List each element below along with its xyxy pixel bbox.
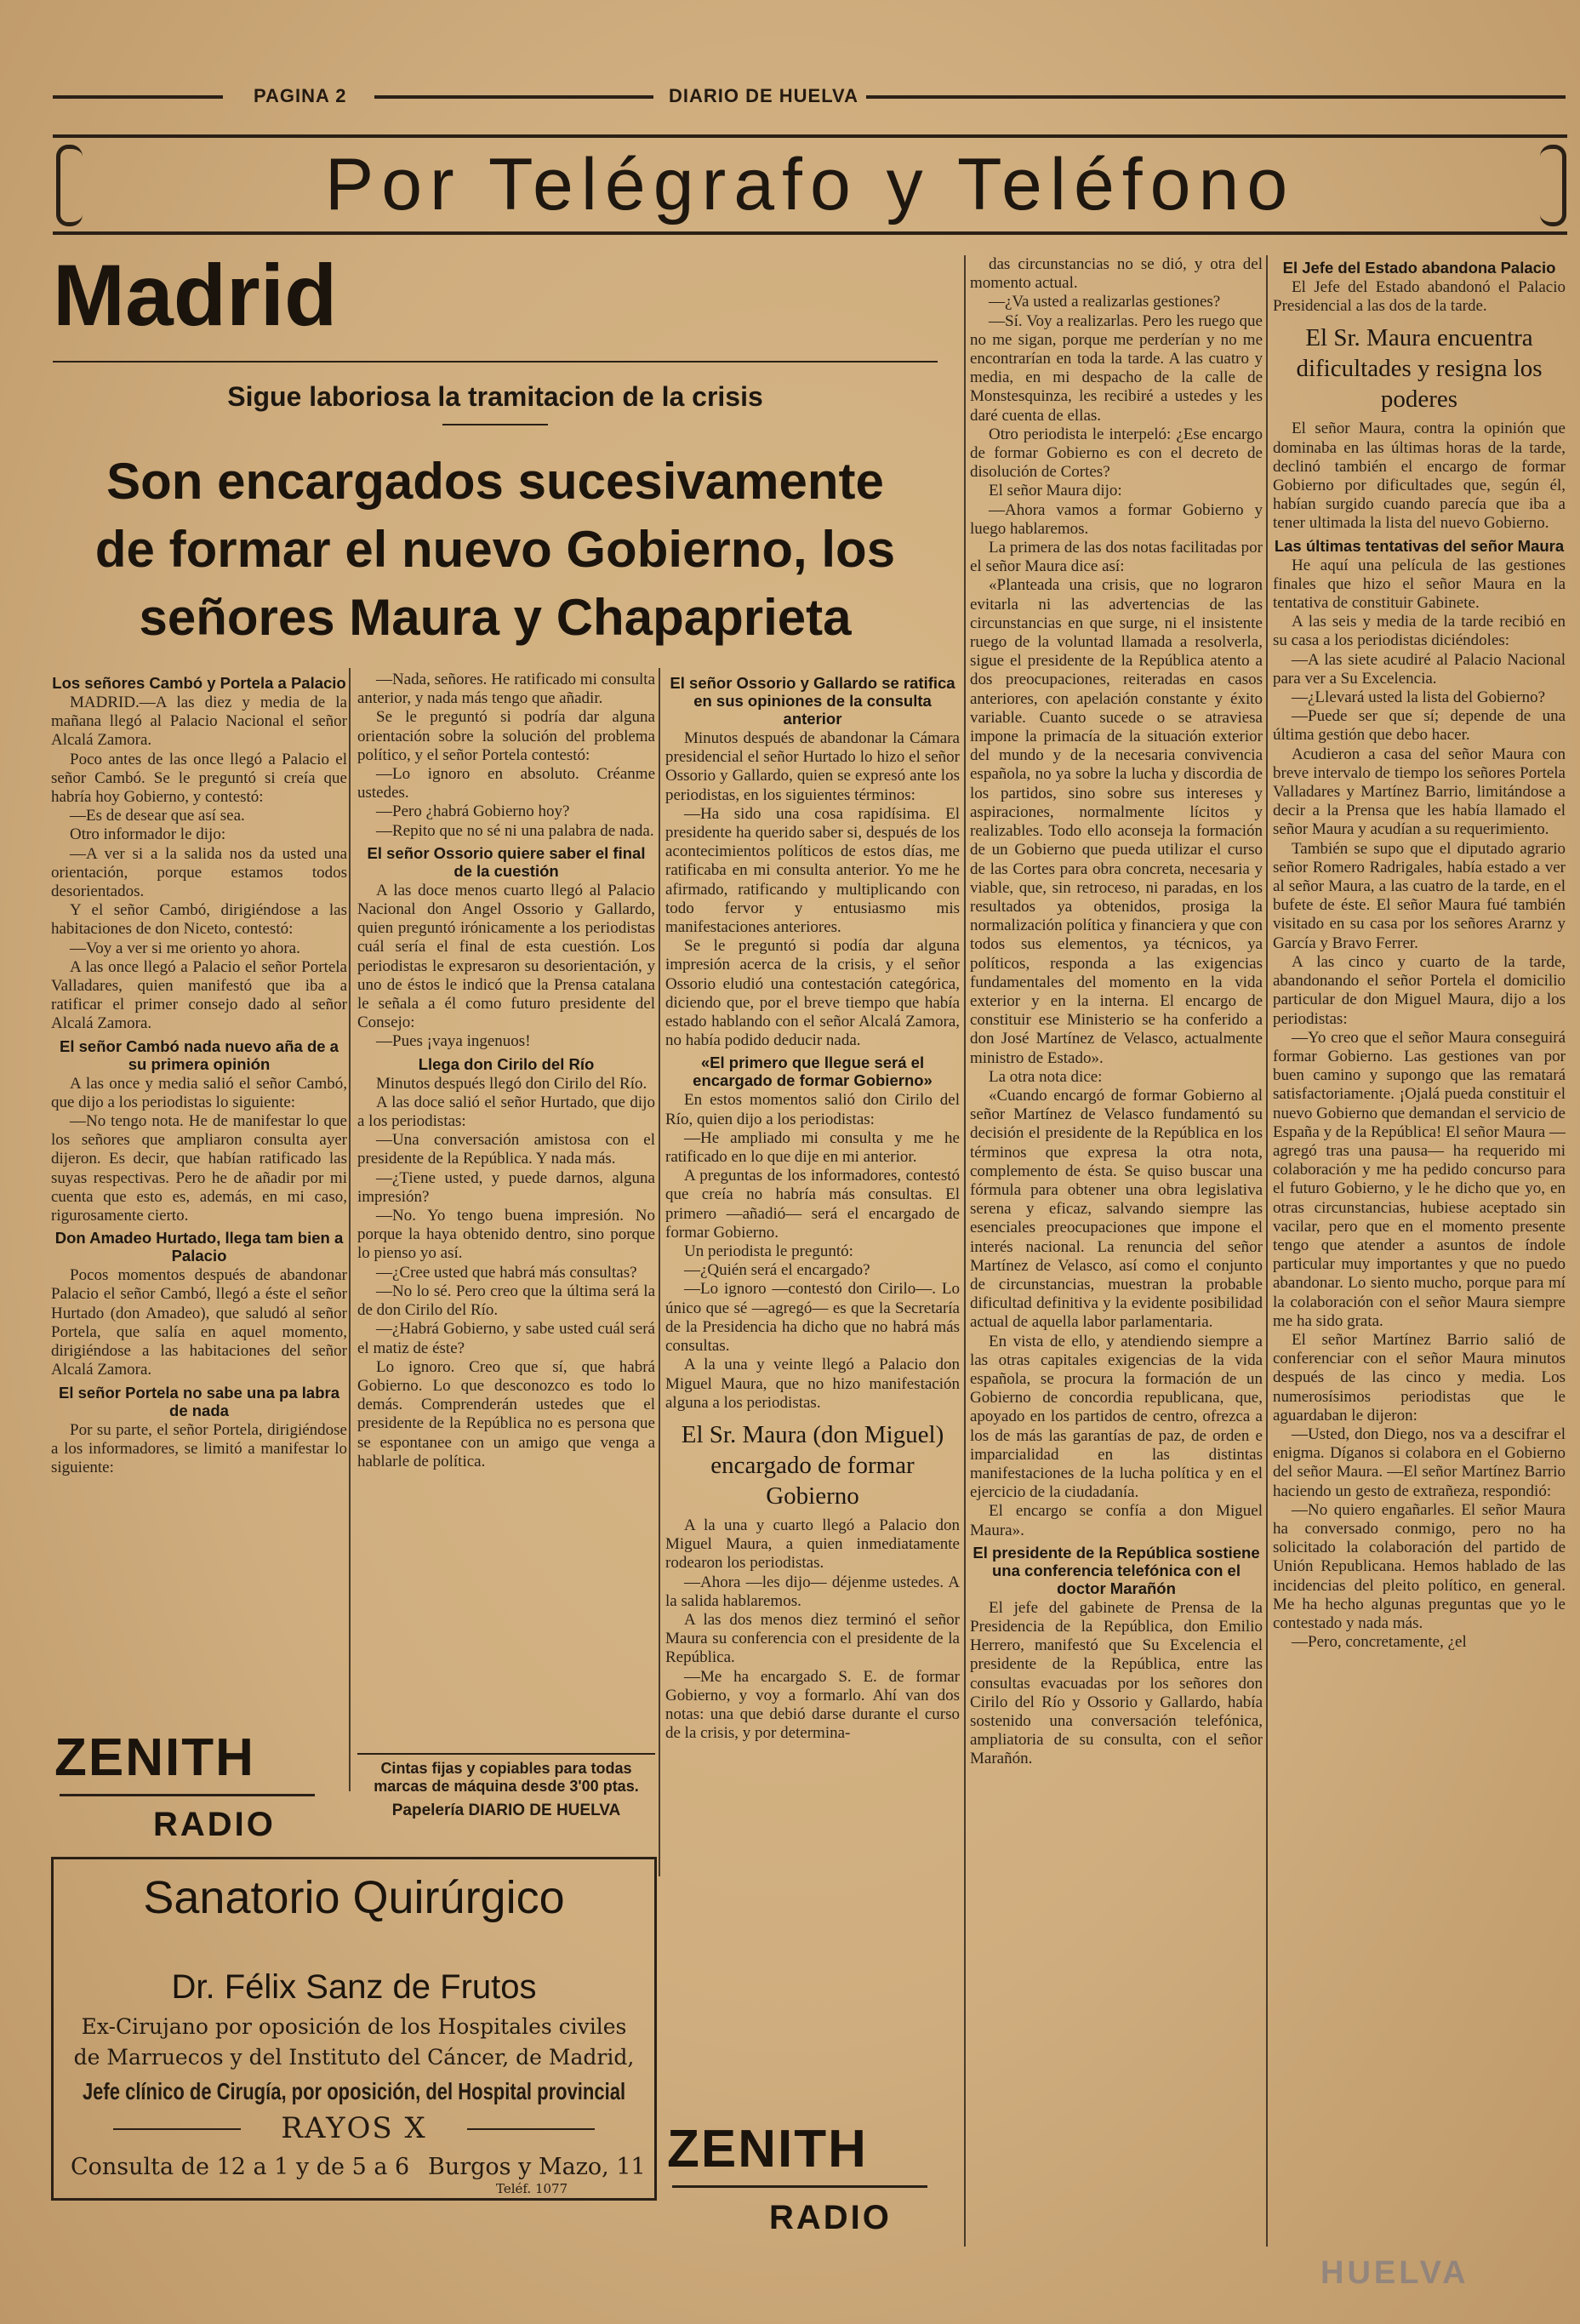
- article-paragraph: A preguntas de los informadores, contestó que creía no habría más consultas. El primero —añadió— será el encargado de formar Gobierno.: [665, 1167, 960, 1242]
- article-paragraph: El jefe del gabinete de Prensa de la Presidencia de la República, don Emilio Herrero, manifestó que Su Excelencia el presidente de la República, entre las consultas evacuadas por los señores don Cirilo del Río y Ossorio y Gallardo, había sostenido una conversación telefónica, ampliatoria de su consulta, con el señor Marañón.: [970, 1598, 1263, 1768]
- zenith-rule: [60, 1794, 315, 1796]
- article-paragraph: A las doce menos cuarto llegó al Palacio Nacional don Angel Ossorio y Gallardo, quien preguntó irónicamente a los periodistas cuál sería el final de esta cuestión. Los periodistas le expresaron su desorientación, y uno de éstos le indicó que la Prensa catalana le señala a él como futuro presidente del Consejo:: [357, 881, 655, 1032]
- article-column-4: [970, 255, 1263, 2247]
- column-divider: [1266, 255, 1268, 2247]
- article-paragraph: —No tengo nota. He de manifestar lo que los señores que ampliaron consulta ayer dijeron. Es decir, que habían ratificado las suyas respectivas. Pero he de añadir por mi cuenta que esto es, además, en mi caso, rigurosamente cierto.: [51, 1112, 347, 1225]
- subheadline: Sigue laboriosa la tramitacion de la crisis: [227, 381, 763, 412]
- section-masthead: [53, 134, 1567, 235]
- article-paragraph: A las cinco y cuarto de la tarde, abandonando el señor Portela el domicilio particular de don Miguel Maura, dijo a los periodistas:: [1273, 952, 1566, 1028]
- ad-cintas: [357, 1753, 655, 1821]
- page-number: PAGINA 2: [254, 85, 347, 106]
- article-paragraph: —Pero, concretamente, ¿el: [1292, 1633, 1467, 1652]
- article-paragraph: —¿Cree usted que habrá más consultas?: [376, 1263, 637, 1282]
- sanatorio-phone: Teléf. 1077: [496, 2181, 568, 2196]
- main-headline: [53, 448, 938, 652]
- article-subheading: Las últimas tentativas del señor Maura: [1274, 536, 1565, 555]
- masthead-title: Por Telégrafo y Teléfono: [324, 143, 1296, 226]
- article-paragraph: MADRID.—A las diez y media de la mañana llegó al Palacio Nacional el señor Alcalá Zamora.: [51, 694, 347, 750]
- article-paragraph: El señor Maura dijo:: [989, 482, 1122, 500]
- column-divider: [349, 668, 351, 1791]
- article-headline: El Sr. Maura (don Miguel) encargado de formar Gobierno: [681, 1420, 944, 1510]
- article-subheading: El señor Portela no sabe una pa labra de nada: [58, 1383, 340, 1419]
- sanatorio-hours: Consulta de 12 a 1 y de 5 a 6: [71, 2154, 410, 2180]
- article-subheading: Llega don Cirilo del Río: [418, 1054, 595, 1073]
- article-paragraph: —Es de desear que así sea.: [70, 807, 245, 825]
- article-column-2: [357, 671, 655, 1743]
- article-paragraph: —¿Tiene usted, y puede darnos, alguna impresión?: [357, 1168, 655, 1206]
- article-paragraph: El señor Maura, contra la opinión que dominaba en las últimas horas de la tarde, declinó también el encargo de formar Gobierno por dificultades que, según él, habían surgido cuando parecía que iba a tener ultimada la lista del nuevo Gobierno.: [1273, 420, 1566, 533]
- article-paragraph: A las seis y media de la tarde recibió en su casa a los periodistas diciéndoles:: [1273, 613, 1566, 650]
- headline-line-2: de formar el nuevo Gobierno, los: [94, 521, 896, 578]
- rayos-rule-right: [467, 2128, 595, 2130]
- article-paragraph: —Lo ignoro —contestó don Cirilo—. Lo único que sé —agregó— es que la Secretaría de la Presidencia ha dicho que no habrá más consultas.: [665, 1280, 960, 1356]
- article-paragraph: —Pero ¿habrá Gobierno hoy?: [376, 802, 570, 821]
- article-paragraph: Poco antes de las once llegó a Palacio el señor Cambó. Se le preguntó si creía que habría hoy Gobierno, y contestó:: [51, 750, 347, 807]
- article-paragraph: A las doce salió el señor Hurtado, que dijo a los periodistas:: [357, 1093, 655, 1131]
- article-paragraph: He aquí una película de las gestiones finales que hizo el señor Maura en la tentativa de constituir Gabinete.: [1273, 556, 1566, 613]
- sanatorio-address: Burgos y Mazo, 11: [428, 2154, 646, 2180]
- article-subheading: El señor Cambó nada nuevo aña de a su primera opinión: [60, 1036, 339, 1073]
- article-paragraph: Se le preguntó si podía dar alguna impresión acerca de la crisis, y el señor Ossorio eludió una contestación categórica, diciendo que, por el breve tiempo que había estado hablando con el señor Alcalá Zamora, no había podido deducir nada.: [665, 937, 960, 1050]
- article-paragraph: —Ha sido una cosa rapidísima. El presidente ha querido saber si, después de los acontecimientos políticos de estos días, me ratificaba en mi consulta anterior. Yo me he afirmado, ratificando y multiplicando con todo fervor y entusiasmo mis manifestaciones anteriores.: [665, 804, 960, 937]
- article-paragraph: Pocos momentos después de abandonar Palacio el señor Cambó, llegó a éste el señor Hurtado (don Amadeo), que saludó al señor Portela, que salía en aquel momento, dirigiéndose a las habitaciones del señor Alcalá Zamora.: [51, 1266, 347, 1379]
- article-paragraph: Otro informador le dijo:: [70, 825, 226, 844]
- article-subheading: Los señores Cambó y Portela a Palacio: [52, 674, 346, 692]
- article-paragraph: A las once llegó a Palacio el señor Portela Valladares, quien manifestó que iba a ratificar el primer consejo dado al señor Alcalá Zamora.: [51, 957, 347, 1033]
- sanatorio-credential-3: Jefe clínico de Cirugía, por oposición, del Hospital provincial: [82, 2077, 626, 2104]
- article-paragraph: —Usted, don Diego, nos va a descifrar el enigma. Díganos si colabora en el Gobierno del señor Maura. —El señor Martínez Barrio haciendo un gesto de extrañeza, respondió:: [1273, 1425, 1566, 1500]
- ad-sanatorio: [51, 1857, 657, 2201]
- article-paragraph: —¿Llevará usted la lista del Gobierno?: [1292, 688, 1546, 707]
- article-subheading: El Jefe del Estado abandona Palacio: [1282, 259, 1556, 277]
- article-paragraph: El Jefe del Estado abandonó el Palacio Presidencial a las dos de la tarde.: [1273, 278, 1566, 316]
- article-paragraph: —No. Yo tengo buena impresión. No porque la haya obtenido dentro, sino porque lo pienso yo así.: [357, 1207, 655, 1263]
- section-title: Madrid: [53, 247, 338, 344]
- article-subheading: El señor Ossorio y Gallardo se ratifica en sus opiniones de la consulta anterior: [670, 674, 955, 728]
- newspaper-name: DIARIO DE HUELVA: [669, 85, 858, 106]
- article-paragraph: —Puede ser que sí; depende de una última gestión que debo hacer.: [1273, 707, 1566, 745]
- article-column-3: [665, 671, 960, 2151]
- sanatorio-credential-2: de Marruecos y del Instituto del Cáncer, de Madrid,: [73, 2045, 635, 2070]
- article-paragraph: Por su parte, el señor Portela, dirigiéndose a los informadores, se limitó a manifestar lo siguiente:: [51, 1420, 347, 1476]
- ad-cintas-seller: Papelería DIARIO DE HUELVA: [391, 1802, 621, 1819]
- zenith-rule: [672, 2185, 927, 2188]
- article-column-5: [1273, 255, 1566, 2238]
- article-paragraph: —No lo sé. Pero creo que la última será la de don Cirilo del Río.: [357, 1282, 655, 1320]
- article-paragraph: —Nada, señores. He ratificado mi consulta anterior, y nada más tengo que añadir.: [357, 671, 655, 708]
- title-underline: [53, 361, 938, 363]
- article-paragraph: Se le preguntó si podría dar alguna orientación sobre la solución del problema político, y el señor Portela contestó:: [357, 708, 655, 764]
- ornament-rule: [442, 424, 548, 425]
- article-paragraph: —Pues ¡vaya ingenuos!: [376, 1032, 531, 1051]
- sanatorio-credential-1: Ex-Cirujano por oposición de los Hospitales civiles: [81, 2014, 627, 2039]
- article-paragraph: —Yo creo que el señor Maura conseguirá formar Gobierno. Las gestiones van por buen camino y supongo que las rematará satisfactoriamente. ¡Ojalá pueda constituir el nuevo Gobierno que demandan el servicio de España y de la República! El señor Maura —agregó tras una pausa— ha requerido mi colaboración y me ha pedido concurso para el futuro Gobierno, y le he dicho que yo, en otras circunstancias, hubiese aceptado sin vacilar, pero que en el momento presente tengo que atender a asuntos de índole particular muy importantes y que no puedo abandonar. Lo siento mucho, porque para mí la colaboración con el señor Maura siempre me ha sido grata.: [1273, 1028, 1566, 1330]
- article-paragraph: —¿Va usted a realizarlas gestiones?: [989, 293, 1221, 311]
- ad-zenith-1: [51, 1727, 332, 1864]
- article-paragraph: El encargo se confía a don Miguel Maura».: [970, 1502, 1263, 1539]
- article-paragraph: En estos momentos salió don Cirilo del Río, quien dijo a los periodistas:: [665, 1091, 960, 1128]
- article-paragraph: A las once y media salió el señor Cambó, que dijo a los periodistas lo siguiente:: [51, 1074, 347, 1111]
- article-paragraph: El señor Martínez Barrio salió de conferenciar con el señor Maura minutos después de las cinco y media. Los numerosísimos periodistas que le aguardaban le dijeron:: [1273, 1330, 1566, 1425]
- article-subheading: El presidente de la República sostiene una conferencia telefónica con el doctor Marañón: [973, 1543, 1260, 1597]
- article-paragraph: También se supo que el diputado agrario señor Romero Radrigales, había estado a ver al señor Maura, a las cuatro de la tarde, en el bufete de éste. El señor Maura fué también visitado en su casa por los señores Ararnz y García y Bravo Ferrer.: [1273, 839, 1566, 952]
- column-divider: [964, 255, 966, 2247]
- ad-zenith-2: [667, 2119, 956, 2255]
- article-paragraph: Acudieron a casa del señor Maura con breve intervalo de tiempo los señores Portela Valladares y Martínez Barrio, limitándose a decir a la Prensa que les había llamado el señor Maura y acudían a su requerimiento.: [1273, 745, 1566, 839]
- article-paragraph: —Ahora vamos a formar Gobierno y luego hablaremos.: [970, 500, 1263, 538]
- article-paragraph: —He ampliado mi consulta y me he ratificado en lo que dije en mi anterior.: [665, 1128, 960, 1167]
- article-paragraph: —Me ha encargado S. E. de formar Gobierno, y voy a formarlo. Ahí van dos notas: una que debió darse durante el curso de la crisis, y por determina-: [665, 1667, 960, 1743]
- article-paragraph: —¿Quién será el encargado?: [684, 1261, 870, 1280]
- sanatorio-rayos: RAYOS X: [281, 2111, 427, 2145]
- zenith-sub: RADIO: [153, 1806, 276, 1843]
- sanatorio-title: Sanatorio Quirúrgico: [143, 1872, 565, 1923]
- article-paragraph: A la una y cuarto llegó a Palacio don Miguel Maura, a quien inmediatamente rodearon los periodistas.: [665, 1516, 960, 1573]
- zenith-sub: RADIO: [769, 2199, 892, 2236]
- article-paragraph: La otra nota dice:: [989, 1067, 1103, 1086]
- article-paragraph: —Una conversación amistosa con el presidente de la República. Y nada más.: [357, 1131, 655, 1168]
- ad-cintas-text: Cintas fijas y copiables para todas marcas de máquina desde 3'00 ptas.: [374, 1760, 639, 1795]
- header-rule-left: [53, 95, 223, 99]
- article-paragraph: —Sí. Voy a realizarlas. Pero les ruego que no me sigan, porque me perderían y no me encontrarían en toda la tarde. A las cuatro y media, en mi despacho de la calle de Monstesquinza, les recibiré a ustedes y les daré cuenta de ellas.: [970, 311, 1263, 425]
- article-paragraph: Otro periodista le interpeló: ¿Ese encargo de formar Gobierno es con el decreto de disolución de Cortes?: [970, 425, 1263, 482]
- article-paragraph: Minutos después de abandonar la Cámara presidencial el señor Hurtado lo hizo el señor Ossorio y Gallardo, quien se expresó ante los periodistas, en los siguientes términos:: [665, 729, 960, 804]
- article-paragraph: —No quiero engañarles. El señor Maura ha conversado conmigo, pero no ha solicitado la colaboración del partido de Unión Republicana. Hemos hablado de las incidencias del pleito político, en general. Me ha hecho algunas preguntas que yo le contestado y nada más.: [1273, 1500, 1566, 1632]
- article-paragraph: A la una y veinte llegó a Palacio don Miguel Maura, que no hizo manifestación alguna a los periodistas.: [665, 1356, 960, 1412]
- article-paragraph: —Voy a ver si me oriento yo ahora.: [70, 939, 300, 957]
- article-subheading: Don Amadeo Hurtado, llega tam bien a Palacio: [54, 1229, 344, 1265]
- column-divider: [659, 668, 660, 1876]
- article-subheading: «El primero que llegue será el encargado de formar Gobierno»: [693, 1054, 933, 1090]
- headline-line-1: Son encargados sucesivamente: [106, 453, 884, 510]
- zenith-brand: ZENITH: [54, 1728, 255, 1787]
- article-headline: El Sr. Maura encuentra dificultades y resigna los poderes: [1296, 324, 1543, 414]
- article-paragraph: Minutos después llegó don Cirilo del Río.: [376, 1074, 647, 1093]
- article-paragraph: —A ver si a la salida nos da usted una orientación, porque estamos todos desorientados.: [51, 844, 347, 901]
- article-paragraph: La primera de las dos notas facilitadas por el señor Maura dice así:: [970, 539, 1263, 576]
- article-paragraph: Lo ignoro. Creo que sí, que habrá Gobierno. Lo que desconozco es todo lo demás. Comprenderán ustedes que el presidente de la República no es persona que se espontanee con un amigo que venga a hablarle de política.: [357, 1357, 655, 1470]
- headline-line-3: señores Maura y Chapaprieta: [139, 589, 852, 646]
- article-paragraph: A las dos menos diez terminó el señor Maura su conferencia con el presidente de la República.: [665, 1610, 960, 1667]
- watermark: HUELVA: [1320, 2255, 1469, 2291]
- zenith-brand: ZENITH: [667, 2120, 868, 2178]
- article-paragraph: das circunstancias no se dió, y otra del momento actual.: [970, 255, 1263, 293]
- header-rule-right: [866, 95, 1566, 99]
- article-paragraph: «Planteada una crisis, que no lograron evitarla ni las advertencias de las circunstancias en que surge, ni el insistente ruego de la voluntad llamada a resolverla, sigue el presidente de la República atento a dos preocupaciones, reiteradas en casos anteriores, con apelación constante y éxito variable. Cuanto sucede o se atraviesa impone la primacía de la situación exterior del mundo y de la necesaria convivencia española, no ya sobre la lucha y discordia de los partidos, sino sobre sus intereses y aspiraciones, normalmente lícitos y realizables. Todo ello aconseja la formación de un Gobierno que pueda utilizar el curso de las Cortes para obra concreta, necesaria y viable, que, sin retroceso, ni paradas, en los resultados ya obtenidos, prosiga la normalización política y financiera y que con todos sus elementos, ya técnicos, ya políticos, responda a las exigencias fundamentales del momento en la vida exterior y en la interna. El encargo de constituir ese Ministerio se ha conferido a don José Martínez de Velasco, actualmente ministro de Estado».: [970, 576, 1263, 1067]
- article-paragraph: Y el señor Cambó, dirigiéndose a las habitaciones de don Niceto, contestó:: [51, 901, 347, 939]
- article-paragraph: «Cuando encargó de formar Gobierno al señor Martínez de Velasco fundamentó su decisión el presidente de la República en los términos que expresa la otra nota, complemento de ésta. Se quiso buscar una fórmula para obtener una obra legislativa serena y eficaz, salvando siempre las esenciales preocupaciones que impone el interés nacional. La renuncia del señor Martínez de Velasco, así como el conjunto de circunstancias, muestran la probable dificultad definitiva y la evidente posibilidad actual de aquella labor parlamentaria.: [970, 1086, 1263, 1332]
- article-paragraph: —¿Habrá Gobierno, y sabe usted cuál será el matiz de éste?: [357, 1320, 655, 1357]
- article-paragraph: —A las siete acudiré al Palacio Nacional para ver a Su Excelencia.: [1273, 650, 1566, 688]
- article-subheading: El señor Ossorio quiere saber el final de la cuestión: [367, 843, 646, 880]
- article-paragraph: —Ahora —les dijo— déjenme ustedes. A la salida hablaremos.: [665, 1573, 960, 1610]
- header-rule-middle: [374, 95, 653, 99]
- article-paragraph: Un periodista le preguntó:: [684, 1242, 853, 1261]
- article-paragraph: En vista de ello, y atendiendo siempre a las otras capitales exigencias de la vida española, se procura la formación de un Gobierno de concordia republicana, que, apoyado en los partidos de centro, ofrezca a los de más las garantías de paz, de orden e imparcialidad en las distintas manifestaciones de la lucha política y en el ejercicio de la ciudadanía.: [970, 1332, 1263, 1502]
- sanatorio-doctor: Dr. Félix Sanz de Frutos: [171, 1968, 537, 2006]
- article-column-1: [51, 671, 347, 1709]
- article-paragraph: —Repito que no sé ni una palabra de nada.: [376, 821, 654, 840]
- article-paragraph: —Lo ignoro en absoluto. Créanme ustedes.: [357, 765, 655, 802]
